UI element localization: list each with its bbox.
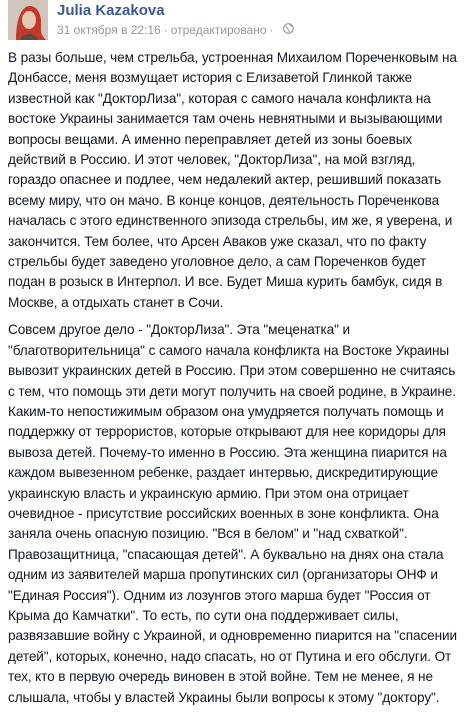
meta-separator: · — [163, 23, 168, 37]
author-name-link[interactable]: Julia Kazakova — [57, 2, 165, 19]
post-body — [8, 48, 463, 715]
meta-separator: · — [269, 23, 274, 37]
profile-photo-icon — [8, 0, 48, 40]
post-paragraph: В разы больше, чем стрельба, устроенная Михаилом Пореченковым на Донбассе, меня возмущает история с Елизаветой Глинкой также известной как "ДокторЛиза", которая с самого начала конфликта на востоке Украины занимается там очень невнятными и вызывающими вопросы вещами. А именно переправляет детей из зоны боевых действий в Россию. И этот человек, "ДокторЛиза", на мой взгляд, гораздо опаснее и подлее, чем недалекий актер, решивший показать всему миру, что он мачо. В конце концов, деятельность Пореченкова началась с этого единственного эпизода стрельбы, им же, я уверена, и закончится. Тем более, что Арсен Аваков уже сказал, что по факту стрельбы будет заведено уголовное дело, а сам Пореченков будет подан в розыск в Интерпол. И все. Будет Миша курить бамбук, сидя в Москве, а отдыхать станет в Сочи. — [8, 50, 457, 310]
post-timestamp[interactable]: 31 октября в 22:16 — [57, 23, 161, 37]
author-avatar[interactable] — [8, 0, 48, 40]
post-paragraph: Совсем другое дело - "ДокторЛиза". Эта "меценатка" и "благотворительница" с самого начала конфликта на Востоке Украины вывозит украинских детей в Россию. При этом совершенно не считаясь с тем, что помощь эти дети могут получить на своей родине, в Украине. Каким-то непостижимым образом она умудряется получать помощь и поддержку от террористов, которые открывают для нее коридоры для вывоза детей. Почему-то именно в Россию. Эта женщина пиарится на каждом вывезенном ребенке, раздает интервью, дискредитирующие украинскую власть и украинскую армию. При этом она отрицает очевидное - присутствие российских военных в зоне конфликта. Она заняла очень опасную позицию. "Вся в белом" и "над схваткой". Правозащитница, "спасающая детей". А буквально на днях она стала одним из заявителей марша пропутинских сил (организаторы ОНФ и "Единая Россия"). Одним из лозунгов этого марша будет "Россия от Крыма до Камчатки". То есть, по сути она поддерживает силы, развязавшие войну с Украиной, и одновременно пиарится на "спасении детей", которых, конечно, надо спасать, но от Путина и его обслуги. От тех, кто в первую очередь виновен в этой войне. Тем не менее, я не слышала, чтобы у властей Украины были вопросы к этому "доктору". — [8, 322, 458, 705]
globe-icon[interactable] — [283, 23, 294, 38]
post-header — [6, 0, 466, 42]
post-meta — [57, 23, 294, 38]
edited-label[interactable]: отредактировано — [170, 23, 267, 37]
